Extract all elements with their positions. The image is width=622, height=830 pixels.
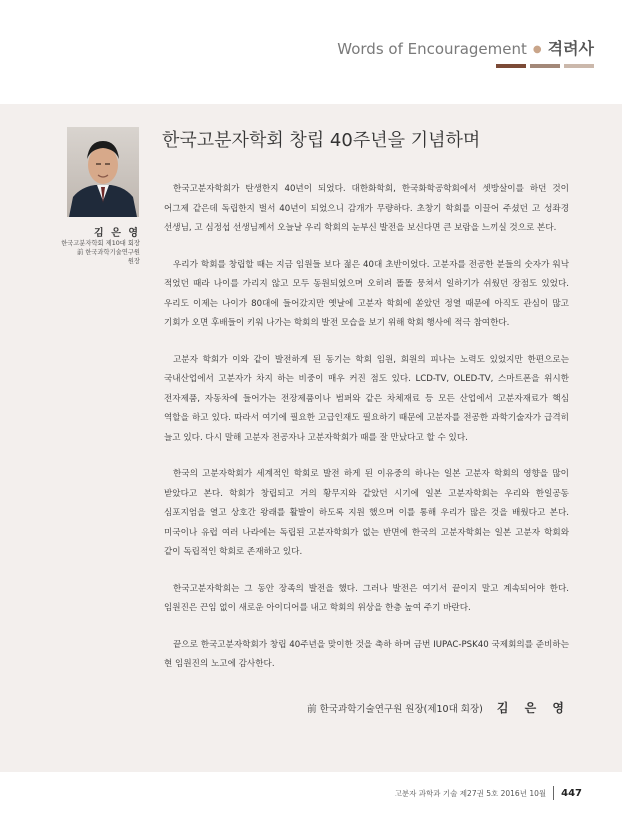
page-footer [395, 786, 582, 800]
paragraph: 끝으로 한국고분자학회가 창립 40주년을 맞이한 것을 축하 하며 금번 IUPAC-PSK40 국제회의를 준비하는 현 임원진의 노고에 감사한다. [164, 639, 569, 669]
decorative-bars [496, 64, 594, 68]
footer-divider [553, 786, 554, 800]
decorative-bar [530, 64, 560, 68]
caption-line: 前 한국과학기술연구원 [76, 249, 140, 256]
caption-line: 원장 [127, 258, 140, 265]
author-portrait [67, 127, 139, 217]
paragraph: 한국고분자학회는 그 동안 장족의 발전을 했다. 그러나 발전은 여기서 끝이지 말고 계속되어야 한다. 임원진은 끈임 없이 새로운 아이디어를 내고 학회의 위상을 한층 높여 주기 바란다. [164, 583, 569, 613]
paragraph: 한국고분자학회가 탄생한지 40년이 되었다. 대한화학회, 한국화학공학회에서 셋방살이를 하던 것이 어그제 같은데 독립한지 벌서 40년이 되었으니 감개가 무량하다. 초창기 학회를 이끌어 주셨던 고 성좌경 선생님, 고 심정섭 선생님께서 오늘날 우리 학회의 눈부신 발전을 보신다면 큰 보람을 느끼실 것으로 본다. [164, 184, 569, 233]
section-title [337, 36, 594, 59]
paragraph: 고분자 학회가 이와 같이 발전하게 된 동기는 학회 임원, 회원의 피나는 노력도 있었지만 한편으로는 국내산업에서 고분자가 차지 하는 비중이 매우 커진 점도 있다. LCD-TV, OLED-TV, 스마트폰을 위시한 전자제품, 자동차에 들어가는 전장제품이나 범퍼와 같은 차체재료 등 모든 산업에서 고분자재료가 핵심 역할을 하고 있다. 따라서 여기에 필요한 고급인재도 필요하기 때문에 고분자를 전공한 과학기술자가 급격히 늘고 있다. 다시 말해 고분자 전공자나 고분자학회가 때를 잘 만났다고 할 수 있다. [164, 354, 569, 443]
signature [307, 699, 570, 716]
author-name: 김 은 영 [94, 228, 140, 239]
decorative-bar [496, 64, 526, 68]
article-body [164, 180, 569, 692]
decorative-bar [564, 64, 594, 68]
section-title-korean: 격려사 [547, 39, 594, 58]
separator-dot-icon: ● [532, 44, 542, 55]
page-number: 447 [561, 787, 582, 799]
paragraph: 우리가 학회를 창립할 때는 지금 임원들 보다 젊은 40대 초반이었다. 고분자를 전공한 분들의 숫자가 워낙 적었던 때라 나이를 가리지 않고 모두 동원되었으며 오히려 똘똘 뭉쳐서 일하기가 쉬웠던 장점도 있었다. 우리도 이제는 나이가 80대에 들어갔지만 옛날에 고분자 학회에 쏟았던 정열 때문에 아직도 관심이 많고 기회가 오면 후배들이 키워 나가는 학회의 발전 모습을 보기 위해 학회 행사에 적극 참여한다. [164, 259, 569, 328]
section-title-english: Words of Encouragement [337, 40, 527, 58]
journal-info: 고분자 과학과 기술 제27권 5호 2016년 10월 [394, 788, 547, 798]
caption-line: 한국고분자학회 제10대 회장 [61, 240, 140, 247]
paragraph: 한국의 고분자학회가 세계적인 학회로 발전 하게 된 이유중의 하나는 일본 고분자 학회의 영향을 많이 받았다고 본다. 학회가 창립되고 거의 황무지와 같았던 시기에 일본 고분자학회는 우리와 한일공동 심포지엄을 열고 상호간 왕래를 활발이 하도록 지원 했으며 이를 통해 우리가 많은 것을 배웠다고 본다. 미국이나 유럽 여러 나라에는 독립된 고분자학회가 없는 반면에 한국의 고분자학회는 일본 고분자 학회와 같이 독립적인 학회로 존재하고 있다. [164, 469, 569, 557]
signature-name: 김 은 영 [496, 701, 570, 715]
article-title: 한국고분자학회 창립 40주년을 기념하며 [162, 130, 481, 151]
page-header [0, 0, 622, 104]
author-caption [30, 239, 140, 266]
signature-affiliation: 前 한국과학기술연구원 원장(제10대 회장) [307, 704, 483, 715]
